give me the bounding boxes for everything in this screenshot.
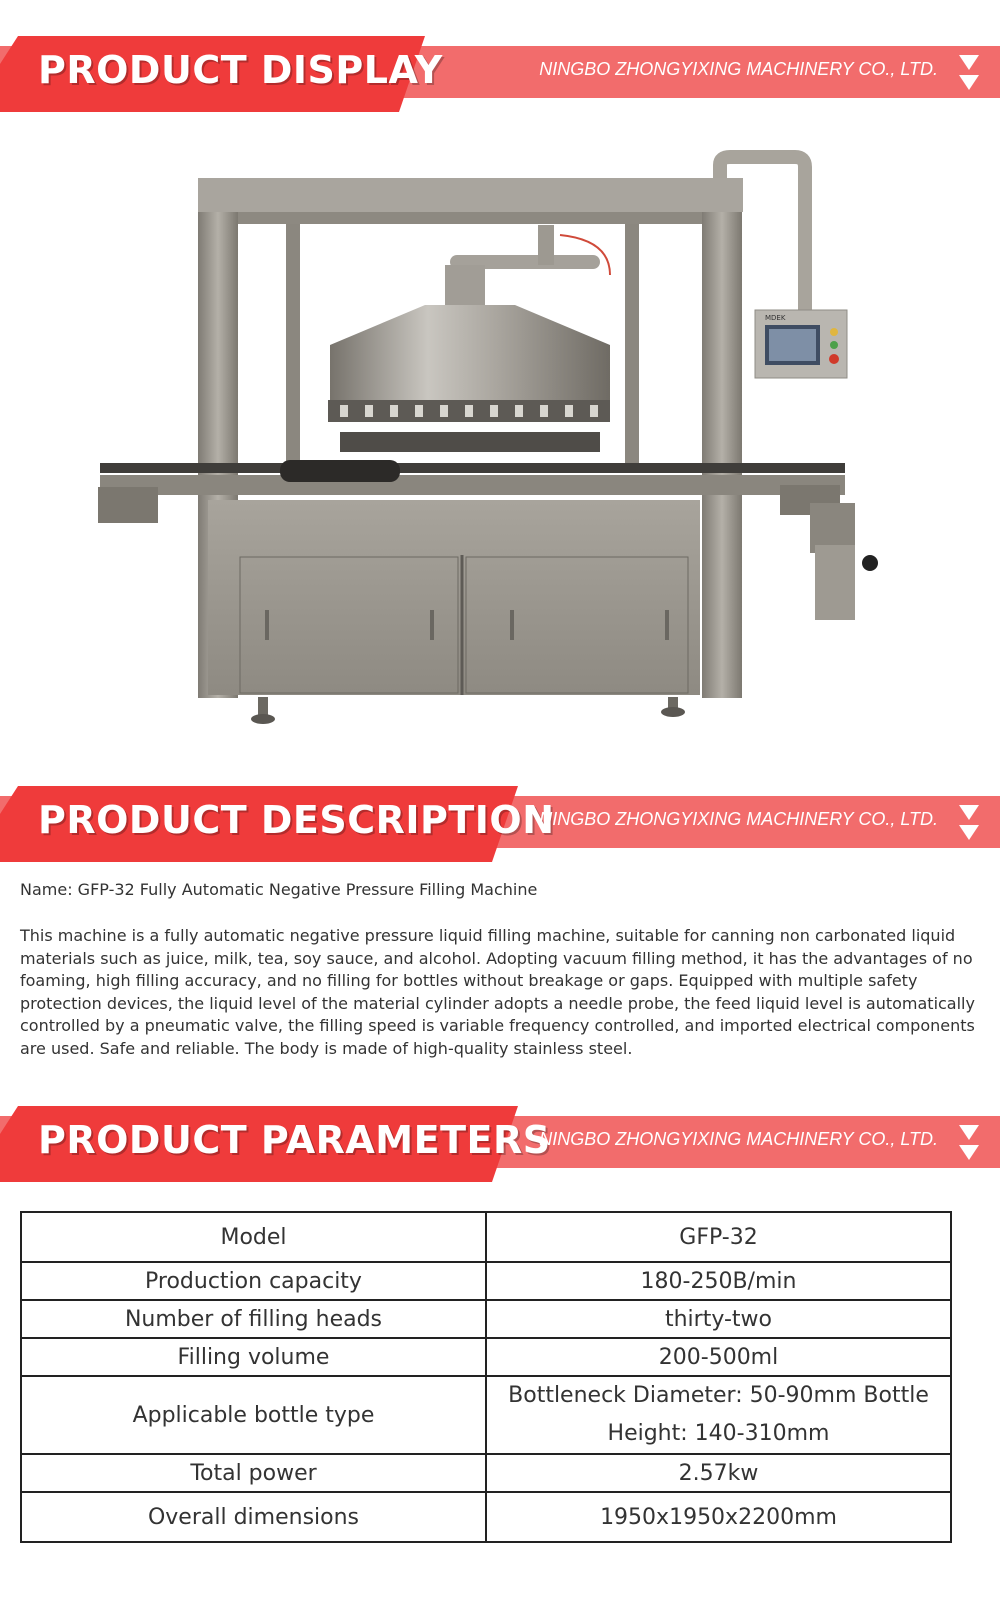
param-label: Production capacity: [21, 1262, 486, 1300]
frame-inner-beam: [238, 212, 702, 224]
panel-brand: MDEK: [765, 314, 786, 322]
double-chevron-down-icon: [958, 1123, 980, 1163]
param-label: Total power: [21, 1454, 486, 1492]
base-cabinet: [208, 500, 700, 695]
table-row: [21, 1300, 951, 1338]
parameters-table: [20, 1211, 952, 1543]
product-name: Name: GFP-32 Fully Automatic Negative Pressure Filling Machine: [20, 880, 538, 899]
leveling-foot: [258, 697, 268, 715]
door-handle: [265, 610, 269, 640]
conveyor-rail: [100, 463, 845, 473]
table-row: [21, 1338, 951, 1376]
frame-right-post: [702, 183, 742, 698]
table-row: [21, 1376, 951, 1454]
param-value: 180-250B/min: [486, 1262, 951, 1300]
param-label: Overall dimensions: [21, 1492, 486, 1542]
leveling-foot: [661, 707, 685, 717]
feed-screw: [280, 460, 400, 482]
table-row: [21, 1454, 951, 1492]
section-title: PRODUCT DISPLAY: [38, 48, 443, 92]
param-value: thirty-two: [486, 1300, 951, 1338]
table-row: [21, 1492, 951, 1542]
panel-button-green: [830, 341, 838, 349]
panel-button-yellow: [830, 328, 838, 336]
param-label: Filling volume: [21, 1338, 486, 1376]
company-name: NINGBO ZHONGYIXING MACHINERY CO., LTD.: [539, 1129, 938, 1149]
star-wheel: [340, 432, 600, 452]
table-row: [21, 1212, 951, 1262]
company-name: NINGBO ZHONGYIXING MACHINERY CO., LTD.: [539, 59, 938, 79]
machine-photo: [90, 145, 910, 745]
dome-neck: [445, 265, 485, 305]
top-valve: [538, 225, 554, 265]
frame-back-right-post: [625, 224, 639, 464]
frame-back-left-post: [286, 224, 300, 464]
param-value: GFP-32: [486, 1212, 951, 1262]
param-label: Number of filling heads: [21, 1300, 486, 1338]
param-label: Model: [21, 1212, 486, 1262]
double-chevron-down-icon: [958, 53, 980, 93]
table-row: [21, 1262, 951, 1300]
filling-dome: [330, 305, 610, 400]
param-value: 1950x1950x2200mm: [486, 1492, 951, 1542]
company-name: NINGBO ZHONGYIXING MACHINERY CO., LTD.: [539, 809, 938, 829]
touch-screen-inner: [769, 329, 816, 361]
param-value: 2.57kw: [486, 1454, 951, 1492]
panel-button-red: [829, 354, 839, 364]
product-description-text: This machine is a fully automatic negative pressure liquid filling machine, suitable for canning non carbonated liquid materials such as juice, milk, tea, soy sauce, and alcohol. Adopting vacuum filling method, it has the advantages of no foaming, high filling accuracy, and no filling for bottles without breakage or gaps. Equipped with multiple safety protection devices, the liquid level of the material cylinder adopts a needle probe, the feed liquid level is automatically controlled by a pneumatic valve, the filling speed is variable frequency controlled, and imported electrical components are used. Safe and reliable. The body is made of high-quality stainless steel.: [20, 926, 975, 1058]
param-label: Applicable bottle type: [21, 1376, 486, 1454]
door-handle: [430, 610, 434, 640]
frame-top-beam: [198, 178, 743, 212]
param-value: 200-500ml: [486, 1338, 951, 1376]
motor: [815, 545, 855, 620]
conveyor-left-end: [98, 487, 158, 523]
motor-handwheel: [862, 555, 878, 571]
section-title: PRODUCT DESCRIPTION: [38, 798, 555, 842]
door-handle: [510, 610, 514, 640]
leveling-foot: [251, 714, 275, 724]
param-value: Bottleneck Diameter: 50-90mm Bottle Height: 140-310mm: [486, 1376, 951, 1454]
double-chevron-down-icon: [958, 803, 980, 843]
conveyor-body: [100, 475, 845, 495]
product-display-banner: [0, 36, 1000, 112]
door-handle: [665, 610, 669, 640]
section-title: PRODUCT PARAMETERS: [38, 1118, 551, 1162]
product-parameters-banner: [0, 1106, 1000, 1182]
product-description-banner: [0, 786, 1000, 862]
